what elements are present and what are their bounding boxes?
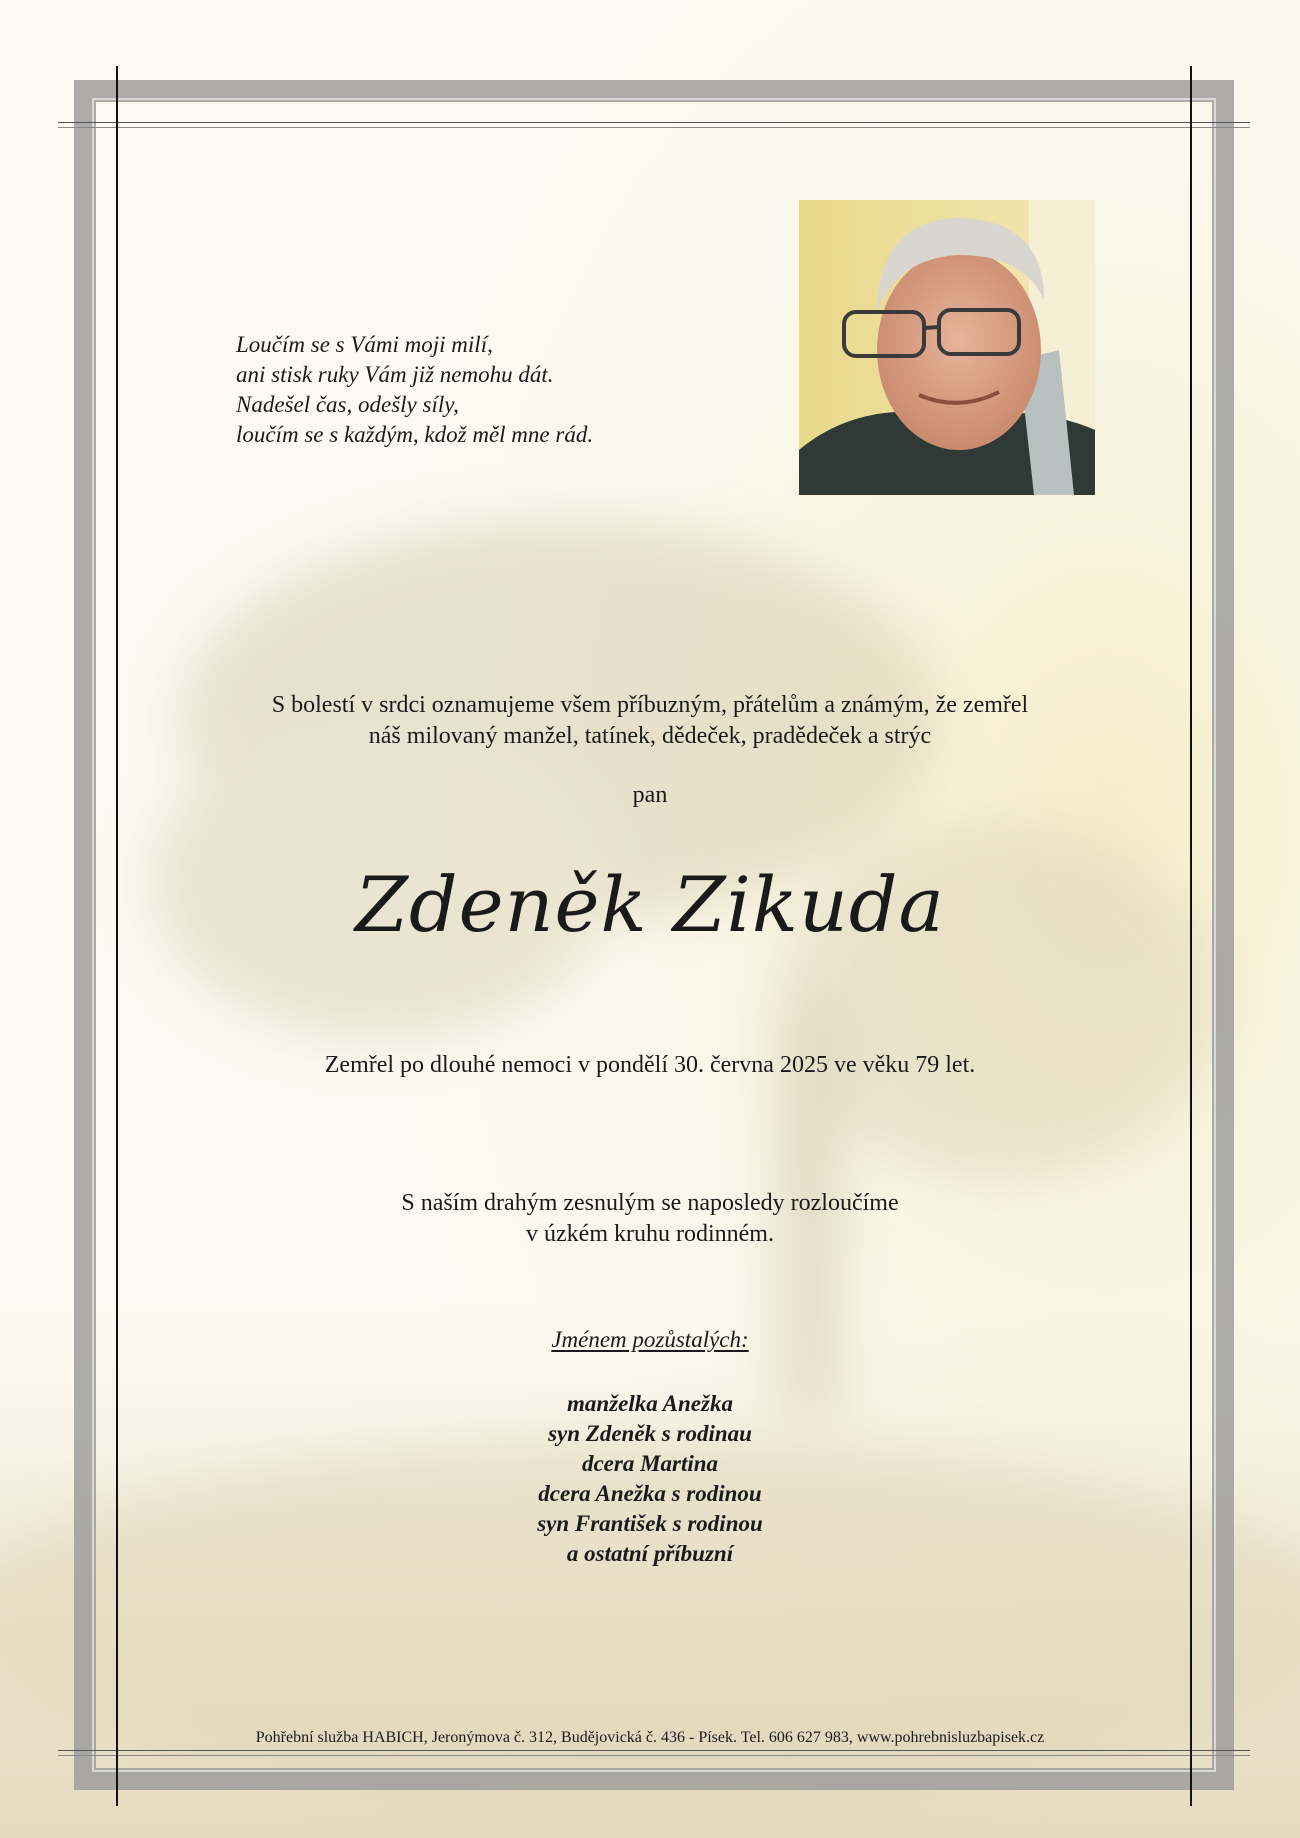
- poem-line: Loučím se s Vámi moji milí,: [236, 332, 493, 357]
- deceased-name: Zdeněk Zikuda: [355, 860, 945, 949]
- announcement-line: náš milovaný manžel, tatínek, dědeček, pradědeček a strýc: [368, 723, 932, 749]
- top-divider-line: [58, 122, 1250, 123]
- on-behalf-label: [0, 1327, 1300, 1353]
- poem-line: ani stisk ruky Vám již nemohu dát.: [236, 362, 554, 387]
- portrait-photo-icon: [799, 200, 1095, 495]
- death-notice: Zemřel po dlouhé nemoci v pondělí 30. června 2025 ve věku 79 let.: [324, 1052, 976, 1078]
- announcement-line: S bolestí v srdci oznamujeme všem příbuzným, přátelům a známým, že zemřel: [271, 692, 1029, 718]
- announcement-text: [0, 690, 1300, 752]
- mourner-item: manželka Anežka: [567, 1391, 733, 1416]
- portrait-photo: [799, 200, 1095, 495]
- top-divider-line-thin: [58, 127, 1250, 128]
- mourner-item: syn Zdeněk s rodinau: [548, 1421, 752, 1446]
- mourner-item: dcera Martina: [581, 1451, 719, 1476]
- mourner-item: dcera Anežka s rodinou: [538, 1481, 762, 1506]
- on-behalf-text: Jménem pozůstalých:: [551, 1327, 749, 1352]
- honorific: pan: [632, 782, 668, 808]
- bottom-divider-line-thin: [58, 1755, 1250, 1756]
- mourner-item: syn František s rodinou: [537, 1511, 763, 1536]
- bottom-divider-line: [58, 1750, 1250, 1751]
- poem-line: Nadešel čas, odešly síly,: [236, 392, 459, 417]
- farewell-line: S naším drahým zesnulým se naposledy rozloučíme: [401, 1190, 899, 1216]
- mourners-list: [0, 1389, 1300, 1569]
- farewell-line: v úzkém kruhu rodinném.: [526, 1221, 774, 1247]
- poem-line: loučím se s každým, kdož měl mne rád.: [236, 422, 594, 447]
- funeral-service-footer: Pohřební služba HABICH, Jeronýmova č. 312, Budějovická č. 436 - Písek. Tel. 606 627 983, www.pohrebnisluzbapisek.cz: [255, 1729, 1045, 1746]
- farewell-notice: [0, 1188, 1300, 1250]
- mourner-item: a ostatní příbuzní: [566, 1541, 734, 1566]
- farewell-poem: [236, 330, 593, 450]
